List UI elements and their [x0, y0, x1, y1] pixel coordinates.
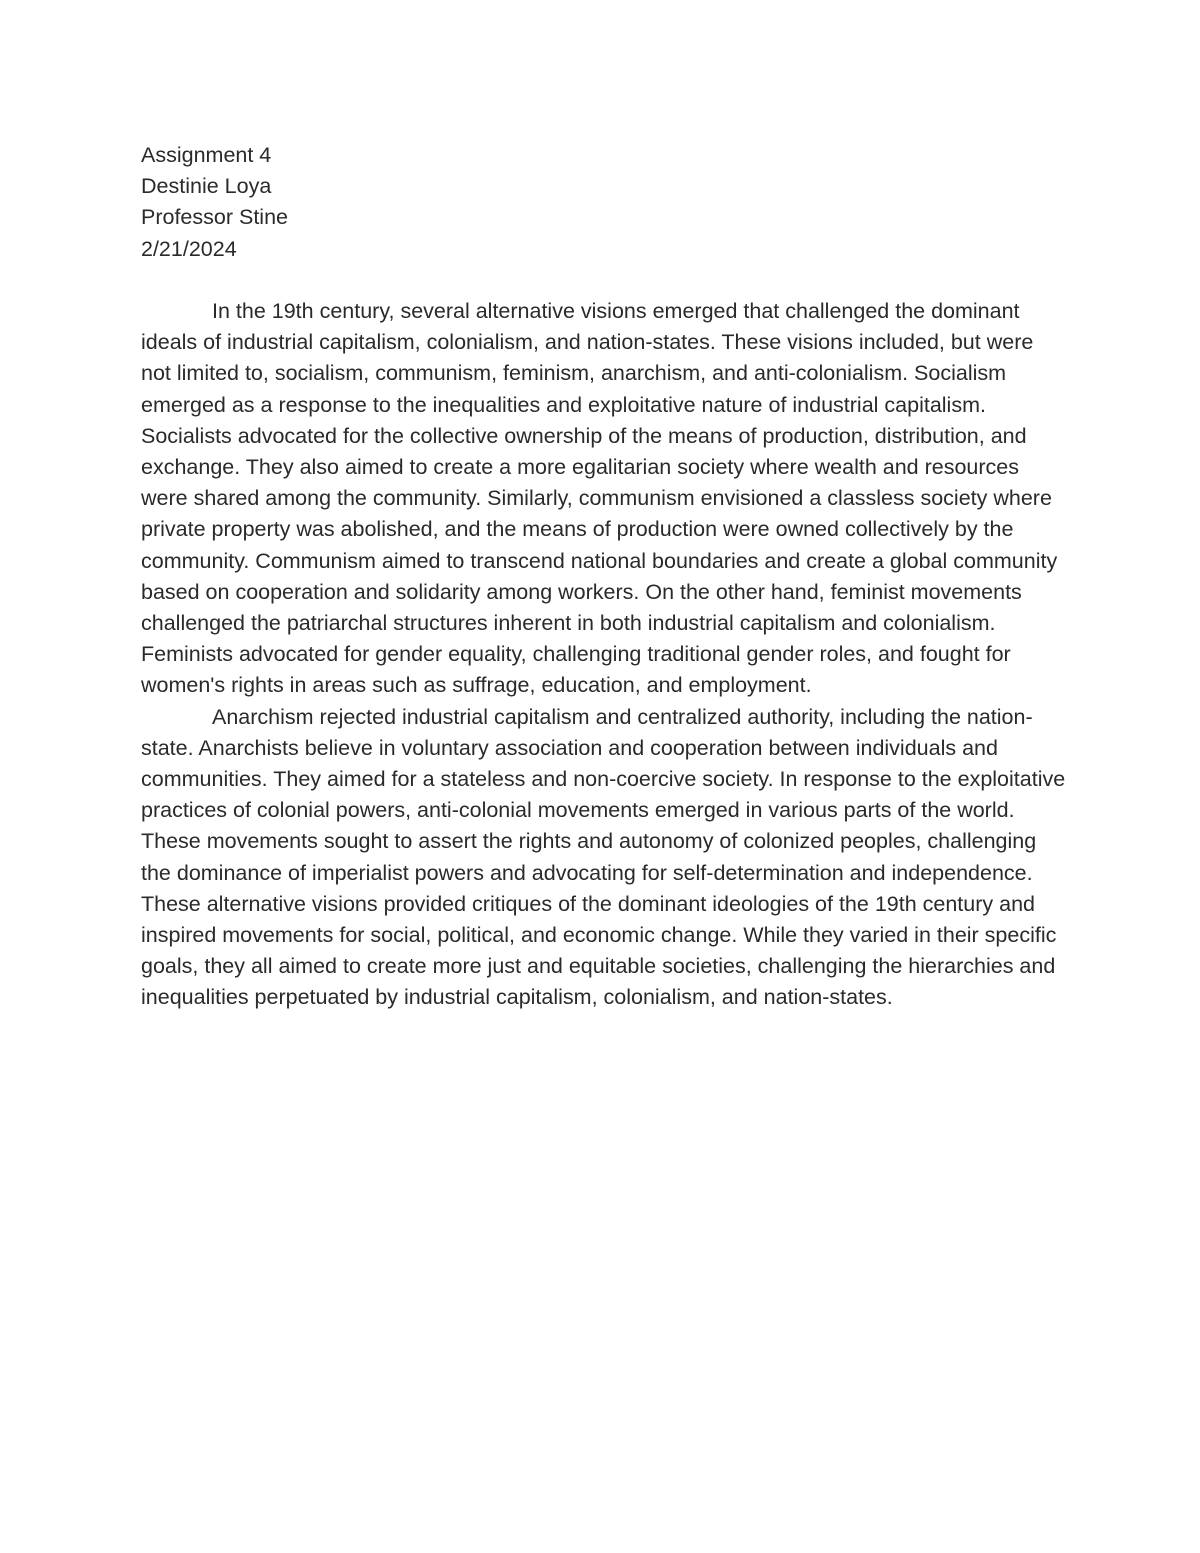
assignment-date: 2/21/2024 — [141, 236, 237, 261]
document-content — [141, 140, 1066, 1014]
document-body — [141, 296, 1066, 1014]
student-name: Destinie Loya — [141, 174, 272, 199]
assignment-title: Assignment 4 — [141, 143, 272, 167]
body-paragraph-2: Anarchism rejected industrial capitalism and centralized authority, including the nation-state. Anarchists believe in voluntary association and cooperation between individuals and communities. They aimed for a stateless and non-coercive society. In response to the exploitative practices of colonial powers, anti-colonial movements emerged in various parts of the world. These movements sought to assert the rights and autonomy of colonized peoples, challenging the dominance of imperialist powers and advocating for self-determination and independence. These alternative visions provided critiques of the dominant ideologies of the 19th century and inspired movements for social, political, and economic change. While they varied in their specific goals, they all aimed to create more just and equitable societies, challenging the hierarchies and inequalities perpetuated by industrial capitalism, colonialism, and nation-states. — [141, 704, 1066, 1010]
professor-name: Professor Stine — [141, 205, 288, 230]
document-header — [141, 140, 1066, 265]
body-paragraph-1: In the 19th century, several alternative visions emerged that challenged the dominant ideals of industrial capitalism, colonialism, and nation-states. These visions included, but were not limited to, socialism, communism, feminism, anarchism, and anti-colonialism. Socialism emerged as a response to the inequalities and exploitative nature of industrial capitalism. Socialists advocated for the collective ownership of the means of production, distribution, and exchange. They also aimed to create a more egalitarian society where wealth and resources were shared among the community. Similarly, communism envisioned a classless society where private property was abolished, and the means of production were owned collectively by the community. Communism aimed to transcend national boundaries and create a global community based on cooperation and solidarity among workers. On the other hand, feminist movements challenged the patriarchal structures inherent in both industrial capitalism and colonialism. Feminists advocated for gender equality, challenging traditional gender roles, and fought for women's rights in areas such as suffrage, education, and employment. — [141, 299, 1058, 698]
